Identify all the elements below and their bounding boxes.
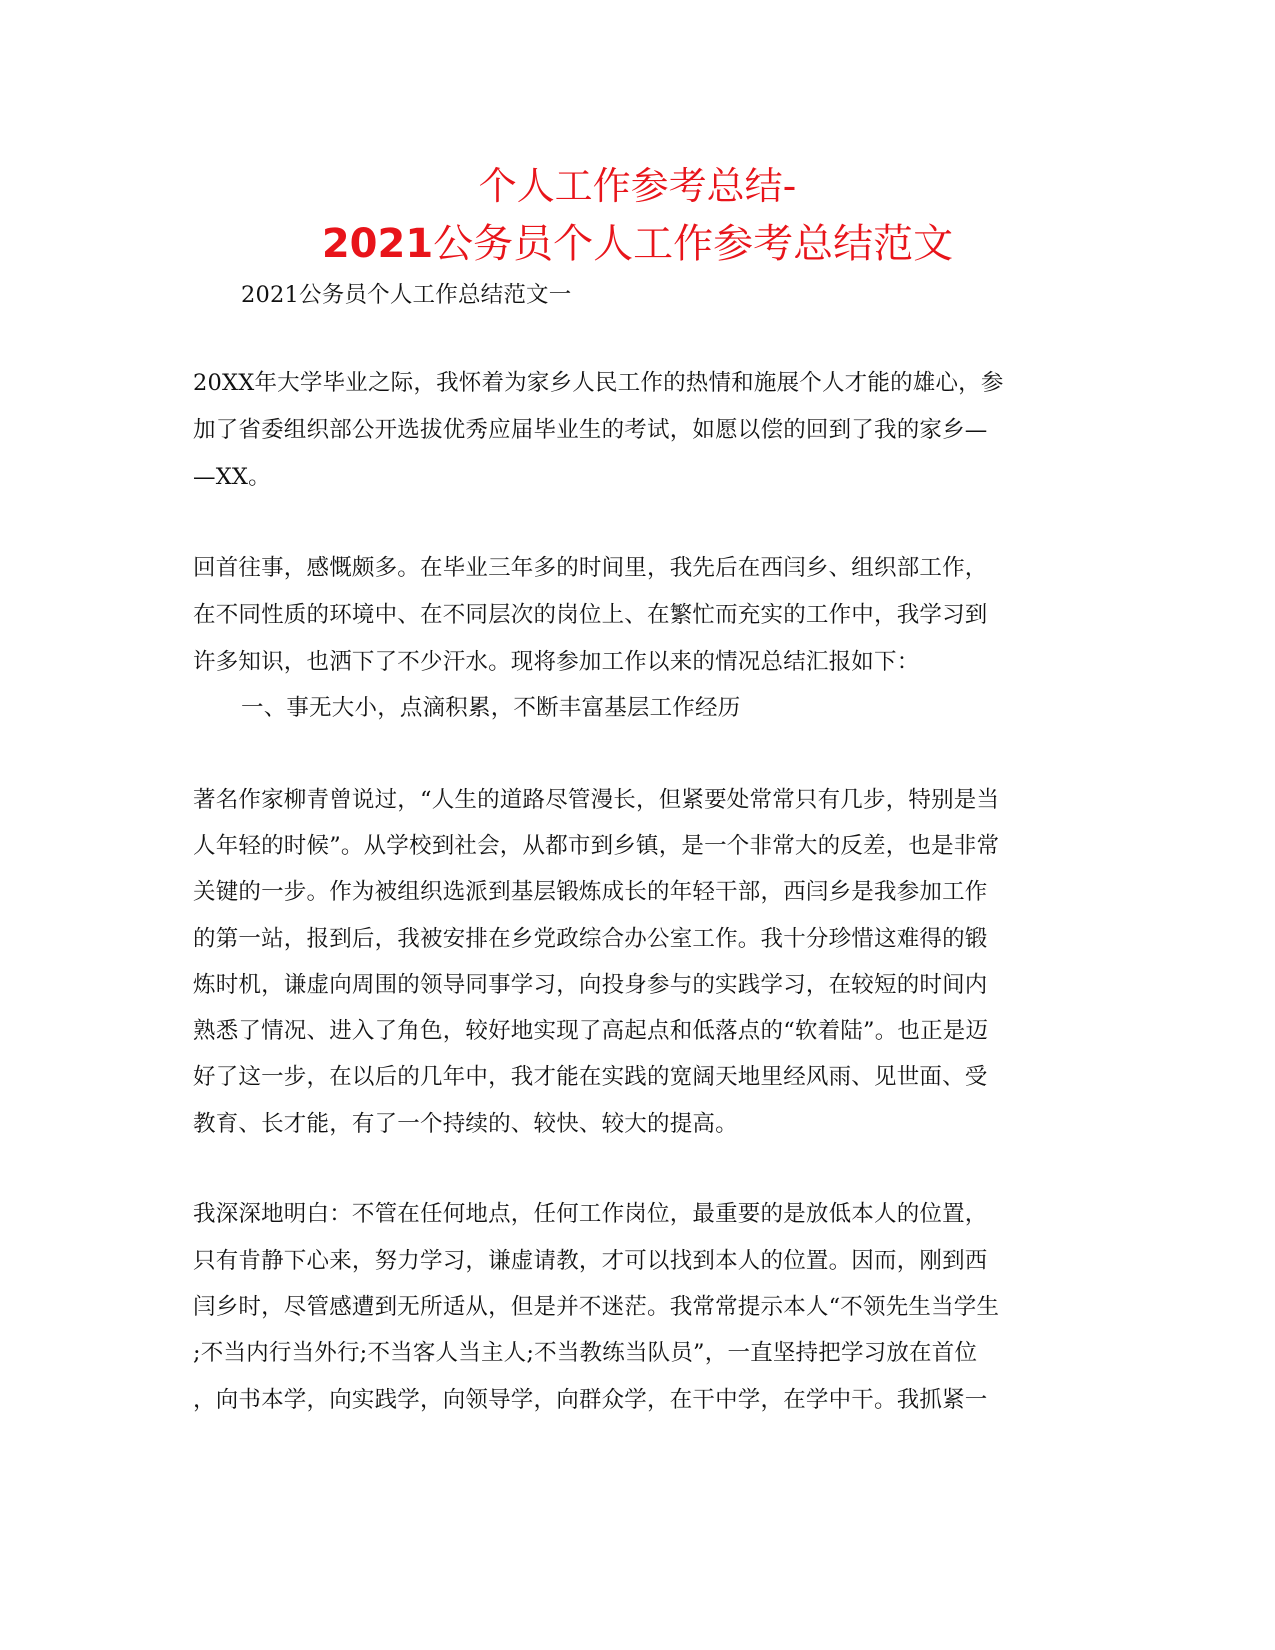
title-text: 公务员个人工作参考总结范文 (433, 221, 954, 267)
paragraph-line: 人年轻的时候”。从学校到社会，从都市到乡镇，是一个非常大的反差，也是非常 (193, 833, 1000, 859)
paragraph-line: 回首往事，感慨颇多。在毕业三年多的时间里，我先后在西闫乡、组织部工作， (193, 555, 988, 581)
subheading: 2021公务员个人工作总结范文一 (241, 282, 572, 308)
document-title-line-1: 个人工作参考总结- (478, 164, 797, 208)
paragraph-line: 著名作家柳青曾说过，“人生的道路尽管漫长，但紧要处常常只有几步，特别是当 (193, 787, 1000, 813)
paragraph-line: ，向书本学，向实践学，向领导学，向群众学，在干中学，在学中干。我抓紧一 (193, 1387, 988, 1413)
paragraph-line: 闫乡时，尽管感遭到无所适从，但是并不迷茫。我常常提示本人“不领先生当学生 (193, 1294, 1000, 1320)
paragraph-line: 只有肯静下心来，努力学习，谦虚请教，才可以找到本人的位置。因而，刚到西 (193, 1248, 988, 1274)
section-heading: 一、事无大小，点滴积累，不断丰富基层工作经历 (241, 695, 741, 721)
paragraph-line: 好了这一步，在以后的几年中，我才能在实践的宽阔天地里经风雨、见世面、受 (193, 1064, 988, 1090)
paragraph-line: 加了省委组织部公开选拔优秀应届毕业生的考试，如愿以偿的回到了我的家乡— (193, 417, 988, 443)
paragraph-line: 熟悉了情况、进入了角色，较好地实现了高起点和低落点的“软着陆”。也正是迈 (193, 1018, 989, 1044)
paragraph-line: 关键的一步。作为被组织选派到基层锻炼成长的年轻干部，西闫乡是我参加工作 (193, 879, 988, 905)
paragraph-line: —XX。 (193, 464, 271, 490)
title-year: 2021 (321, 221, 434, 267)
paragraph-line: 在不同性质的环境中、在不同层次的岗位上、在繁忙而充实的工作中，我学习到 (193, 602, 988, 628)
paragraph-line: 教育、长才能，有了一个持续的、较快、较大的提高。 (193, 1111, 738, 1137)
paragraph-line: 炼时机，谦虚向周围的领导同事学习，向投身参与的实践学习，在较短的时间内 (193, 972, 988, 998)
paragraph-line: 20XX年大学毕业之际，我怀着为家乡人民工作的热情和施展个人才能的雄心，参 (193, 370, 1004, 396)
paragraph-line: 许多知识，也洒下了不少汗水。现将参加工作以来的情况总结汇报如下： (193, 649, 920, 675)
paragraph-line: ;不当内行当外行;不当客人当主人;不当教练当队员”，一直坚持把学习放在首位 (193, 1340, 978, 1366)
paragraph-line: 的第一站，报到后，我被安排在乡党政综合办公室工作。我十分珍惜这难得的锻 (193, 926, 988, 952)
document-title-line-2 (0, 222, 1275, 266)
paragraph-line: 我深深地明白：不管在任何地点，任何工作岗位，最重要的是放低本人的位置， (193, 1201, 988, 1227)
